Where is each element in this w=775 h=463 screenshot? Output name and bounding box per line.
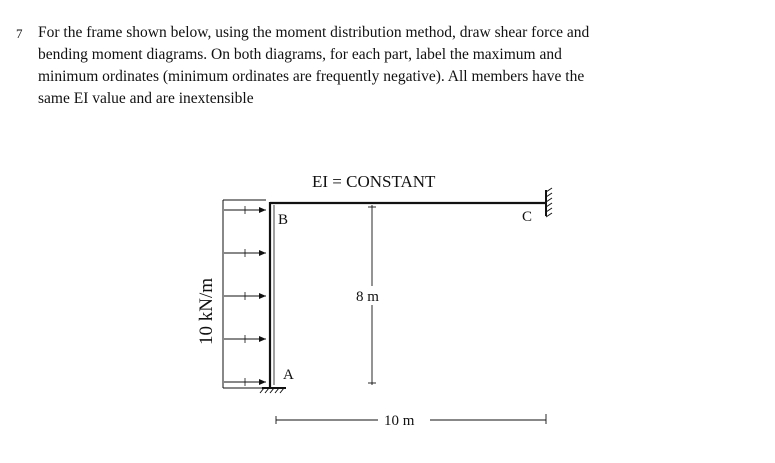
question-line: For the frame shown below, using the moment distribution method, draw shear force and	[38, 24, 590, 41]
question-number: 7	[16, 26, 23, 41]
node-c-label: C	[522, 209, 533, 225]
question-line: minimum ordinates (minimum ordinates are frequently negative). All members have the	[38, 68, 585, 85]
fixed-support-c	[546, 188, 552, 217]
ei-constant-label: EI = CONSTANT	[312, 172, 436, 191]
question-line: bending moment diagrams. On both diagrams, for each part, label the maximum and	[38, 46, 562, 63]
node-a-label: A	[283, 367, 294, 383]
span-label: 10 m	[384, 413, 415, 429]
question-line: same EI value and are inextensible	[38, 90, 254, 107]
distributed-load	[223, 200, 266, 388]
load-label: 10 kN/m	[196, 277, 217, 345]
fixed-support-a	[260, 388, 286, 393]
node-b-label: B	[278, 212, 289, 228]
load-arrows	[224, 206, 266, 386]
height-label: 8 m	[356, 289, 379, 305]
